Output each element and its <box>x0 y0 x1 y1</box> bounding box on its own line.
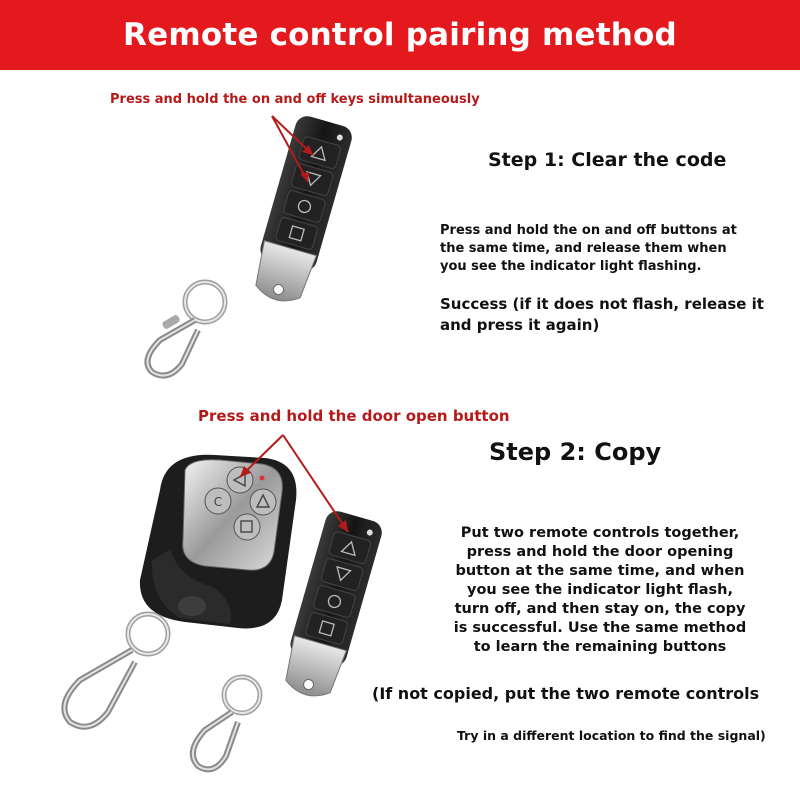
step2-heading: Step 2: Copy <box>489 438 662 466</box>
step1-success <box>440 294 764 336</box>
svg-text:C: C <box>213 495 223 509</box>
step1-instruction-line: you see the indicator light flashing. <box>440 259 702 274</box>
step2-instruction-line: turn off, and then stay on, the copy <box>454 601 746 617</box>
step1-success-line: and press it again) <box>440 316 600 334</box>
metal-remote <box>140 455 296 629</box>
step1-instruction-line: the same time, and release them when <box>440 241 727 256</box>
step1-heading: Step 1: Clear the code <box>488 149 727 171</box>
step2-instruction-line: you see the indicator light flash, <box>467 582 733 598</box>
page-title: Remote control pairing method <box>123 17 677 53</box>
step2-note-2: Try in a different location to find the signal) <box>457 728 766 743</box>
slim-remote-2 <box>278 508 385 702</box>
step1-instruction-line: Press and hold the on and off buttons at <box>440 223 737 238</box>
step2-instruction-line: press and hold the door opening <box>466 544 734 560</box>
step2-instruction-line: button at the same time, and when <box>455 563 745 579</box>
step2-callout: Press and hold the door open button <box>198 407 510 425</box>
step2-instructions <box>450 524 750 657</box>
step1-success-line: Success (if it does not flash, release it <box>440 295 764 313</box>
step2-instruction-line: Put two remote controls together, <box>460 525 740 541</box>
step2-note: (If not copied, put the two remote controls <box>372 684 760 703</box>
step1-instructions <box>440 222 737 276</box>
step2-instruction-line: is successful. Use the same method <box>453 620 747 636</box>
step1-callout: Press and hold the on and off keys simultaneously <box>110 92 480 107</box>
step2-instruction-line: to learn the remaining buttons <box>473 639 727 655</box>
